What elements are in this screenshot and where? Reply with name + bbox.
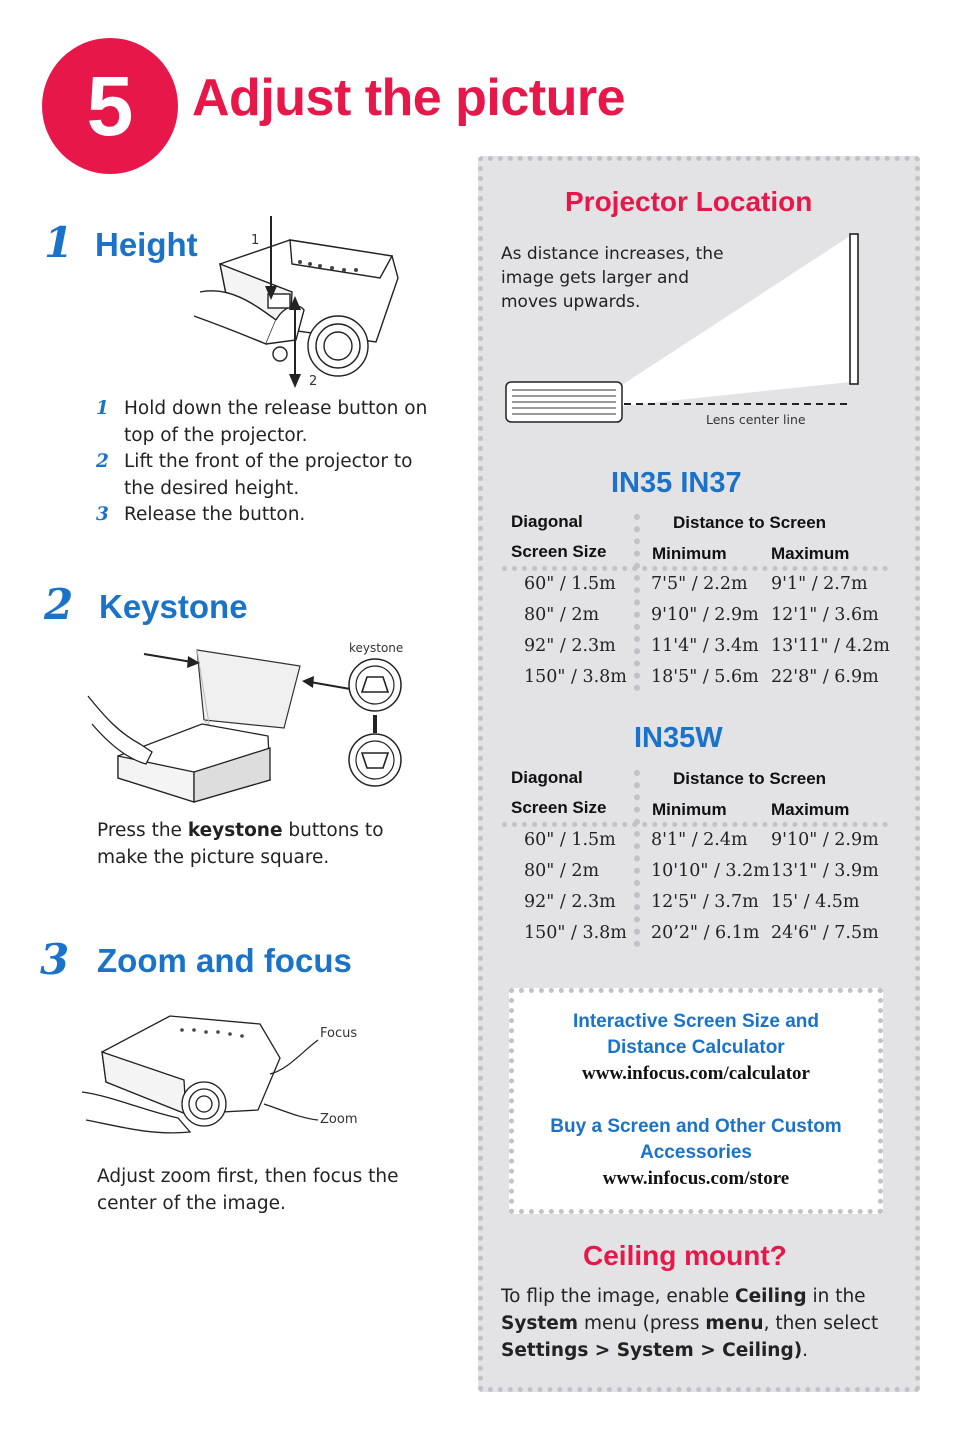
keystone-label: keystone — [349, 641, 404, 655]
table-cell: 9'1" / 2.7m — [771, 574, 868, 594]
table-cell: 13'11" / 4.2m — [771, 636, 890, 656]
projector-location-title: Projector Location — [565, 186, 813, 217]
table-cell: 7'5" / 2.2m — [651, 574, 748, 594]
keystone-text-bold: keystone — [187, 820, 283, 841]
page-title: Adjust the picture — [192, 69, 626, 127]
spacer — [514, 1087, 878, 1114]
table2-header-rule — [502, 822, 888, 827]
step-number: 1 — [96, 398, 109, 419]
zoom-label: Zoom — [320, 1112, 358, 1127]
section-number-height: 1 — [44, 218, 74, 267]
table2-model-heading: IN35W — [634, 722, 723, 754]
info-box — [509, 988, 883, 1214]
calculator-url[interactable]: www.infocus.com/calculator — [582, 1063, 810, 1084]
table1-screen-size-header: Screen Size — [511, 542, 607, 561]
section-number-keystone: 2 — [44, 580, 74, 629]
height-steps-list — [96, 396, 441, 529]
table1-diagonal-header: Diagonal — [511, 512, 583, 531]
table-cell: 18'5" / 5.6m — [651, 667, 759, 687]
step-number-badge: 5 — [42, 38, 178, 174]
table2-distance-header: Distance to Screen — [673, 769, 827, 788]
table-cell: 10'10" / 3.2m — [651, 861, 770, 881]
step-text: Release the button. — [124, 504, 306, 525]
table-cell: 20’2" / 6.1m — [651, 923, 760, 943]
table-cell: 92" / 2.3m — [524, 636, 616, 656]
keystone-text: Press the — [97, 820, 188, 841]
height-callout-1: 1 — [251, 233, 260, 248]
store-url[interactable]: www.infocus.com/store — [602, 1168, 790, 1189]
table1-distance-header: Distance to Screen — [673, 513, 827, 532]
table-cell: 150" / 3.8m — [524, 667, 627, 687]
ceiling-text-bold: menu — [705, 1313, 764, 1334]
table1-model-heading: IN35 IN37 — [611, 467, 742, 499]
table2-maximum-header: Maximum — [771, 800, 850, 819]
projector-height-illustration — [180, 212, 420, 392]
keystone-illustration — [84, 640, 424, 815]
ceiling-mount-text — [501, 1283, 901, 1364]
zoom-instructions: Adjust zoom first, then focus the center of the image. — [97, 1166, 399, 1214]
lens-center-line-label: Lens center line — [706, 412, 806, 427]
table-cell: 12'5" / 3.7m — [651, 892, 759, 912]
calculator-link[interactable]: Interactive Screen Size and Distance Calculator — [572, 1011, 820, 1058]
list-item — [96, 449, 441, 502]
table-cell: 22'8" / 6.9m — [771, 667, 879, 687]
table1-divider — [634, 514, 640, 691]
step-number: 2 — [96, 451, 109, 472]
step-number: 3 — [96, 504, 109, 525]
table-cell: 8'1" / 2.4m — [651, 830, 748, 850]
ceiling-mount-title: Ceiling mount? — [583, 1240, 787, 1271]
zoom-focus-illustration — [82, 1000, 322, 1140]
table-cell: 150" / 3.8m — [524, 923, 627, 943]
table-cell: 15' / 4.5m — [771, 892, 860, 912]
section-number-zoom: 3 — [40, 935, 70, 984]
table-cell: 60" / 1.5m — [524, 830, 616, 850]
section-title-height: Height — [95, 226, 198, 263]
store-link[interactable]: Buy a Screen and Other Custom Accessories — [550, 1116, 842, 1163]
ceiling-text: in the — [806, 1286, 866, 1307]
table-cell: 11'4" / 3.4m — [651, 636, 759, 656]
table-cell: 9'10" / 2.9m — [771, 830, 879, 850]
focus-label: Focus — [320, 1026, 358, 1041]
table-cell: 9'10" / 2.9m — [651, 605, 759, 625]
list-item — [96, 396, 441, 449]
step-text: Hold down the release button on top of the projector. — [124, 398, 428, 446]
projection-distance-diagram — [500, 230, 865, 430]
ceiling-text: , then select — [763, 1313, 879, 1334]
ceiling-text-bold: System — [501, 1313, 579, 1334]
table2-diagonal-header: Diagonal — [511, 768, 583, 787]
table-cell: 24'6" / 7.5m — [771, 923, 879, 943]
table2-minimum-header: Minimum — [652, 800, 727, 819]
table-cell: 60" / 1.5m — [524, 574, 616, 594]
table2-screen-size-header: Screen Size — [511, 798, 607, 817]
ceiling-text-bold: Ceiling — [735, 1286, 807, 1307]
table-cell: 92" / 2.3m — [524, 892, 616, 912]
ceiling-text: menu (press — [578, 1313, 706, 1334]
ceiling-text: . — [802, 1340, 809, 1361]
section-title-keystone: Keystone — [99, 588, 248, 625]
projector-location-text: As distance increases, the image gets larger and moves upwards. — [501, 244, 724, 312]
table1-minimum-header: Minimum — [652, 544, 727, 563]
height-callout-2: 2 — [309, 374, 318, 389]
step-text: Lift the front of the projector to the desired height. — [124, 451, 413, 499]
keystone-text: buttons to make the picture square. — [97, 820, 384, 868]
table1-maximum-header: Maximum — [771, 544, 850, 563]
table1-header-rule — [502, 566, 888, 571]
table-cell: 12'1" / 3.6m — [771, 605, 879, 625]
ceiling-text: To flip the image, enable — [501, 1286, 735, 1307]
keystone-instructions — [97, 817, 417, 871]
section-title-zoom: Zoom and focus — [97, 942, 352, 979]
table-cell: 13'1" / 3.9m — [771, 861, 879, 881]
ceiling-text-bold: Settings > System > Ceiling) — [501, 1340, 803, 1361]
table-cell: 80" / 2m — [524, 861, 600, 881]
table2-divider — [634, 770, 640, 947]
list-item — [96, 502, 441, 529]
table-cell: 80" / 2m — [524, 605, 600, 625]
